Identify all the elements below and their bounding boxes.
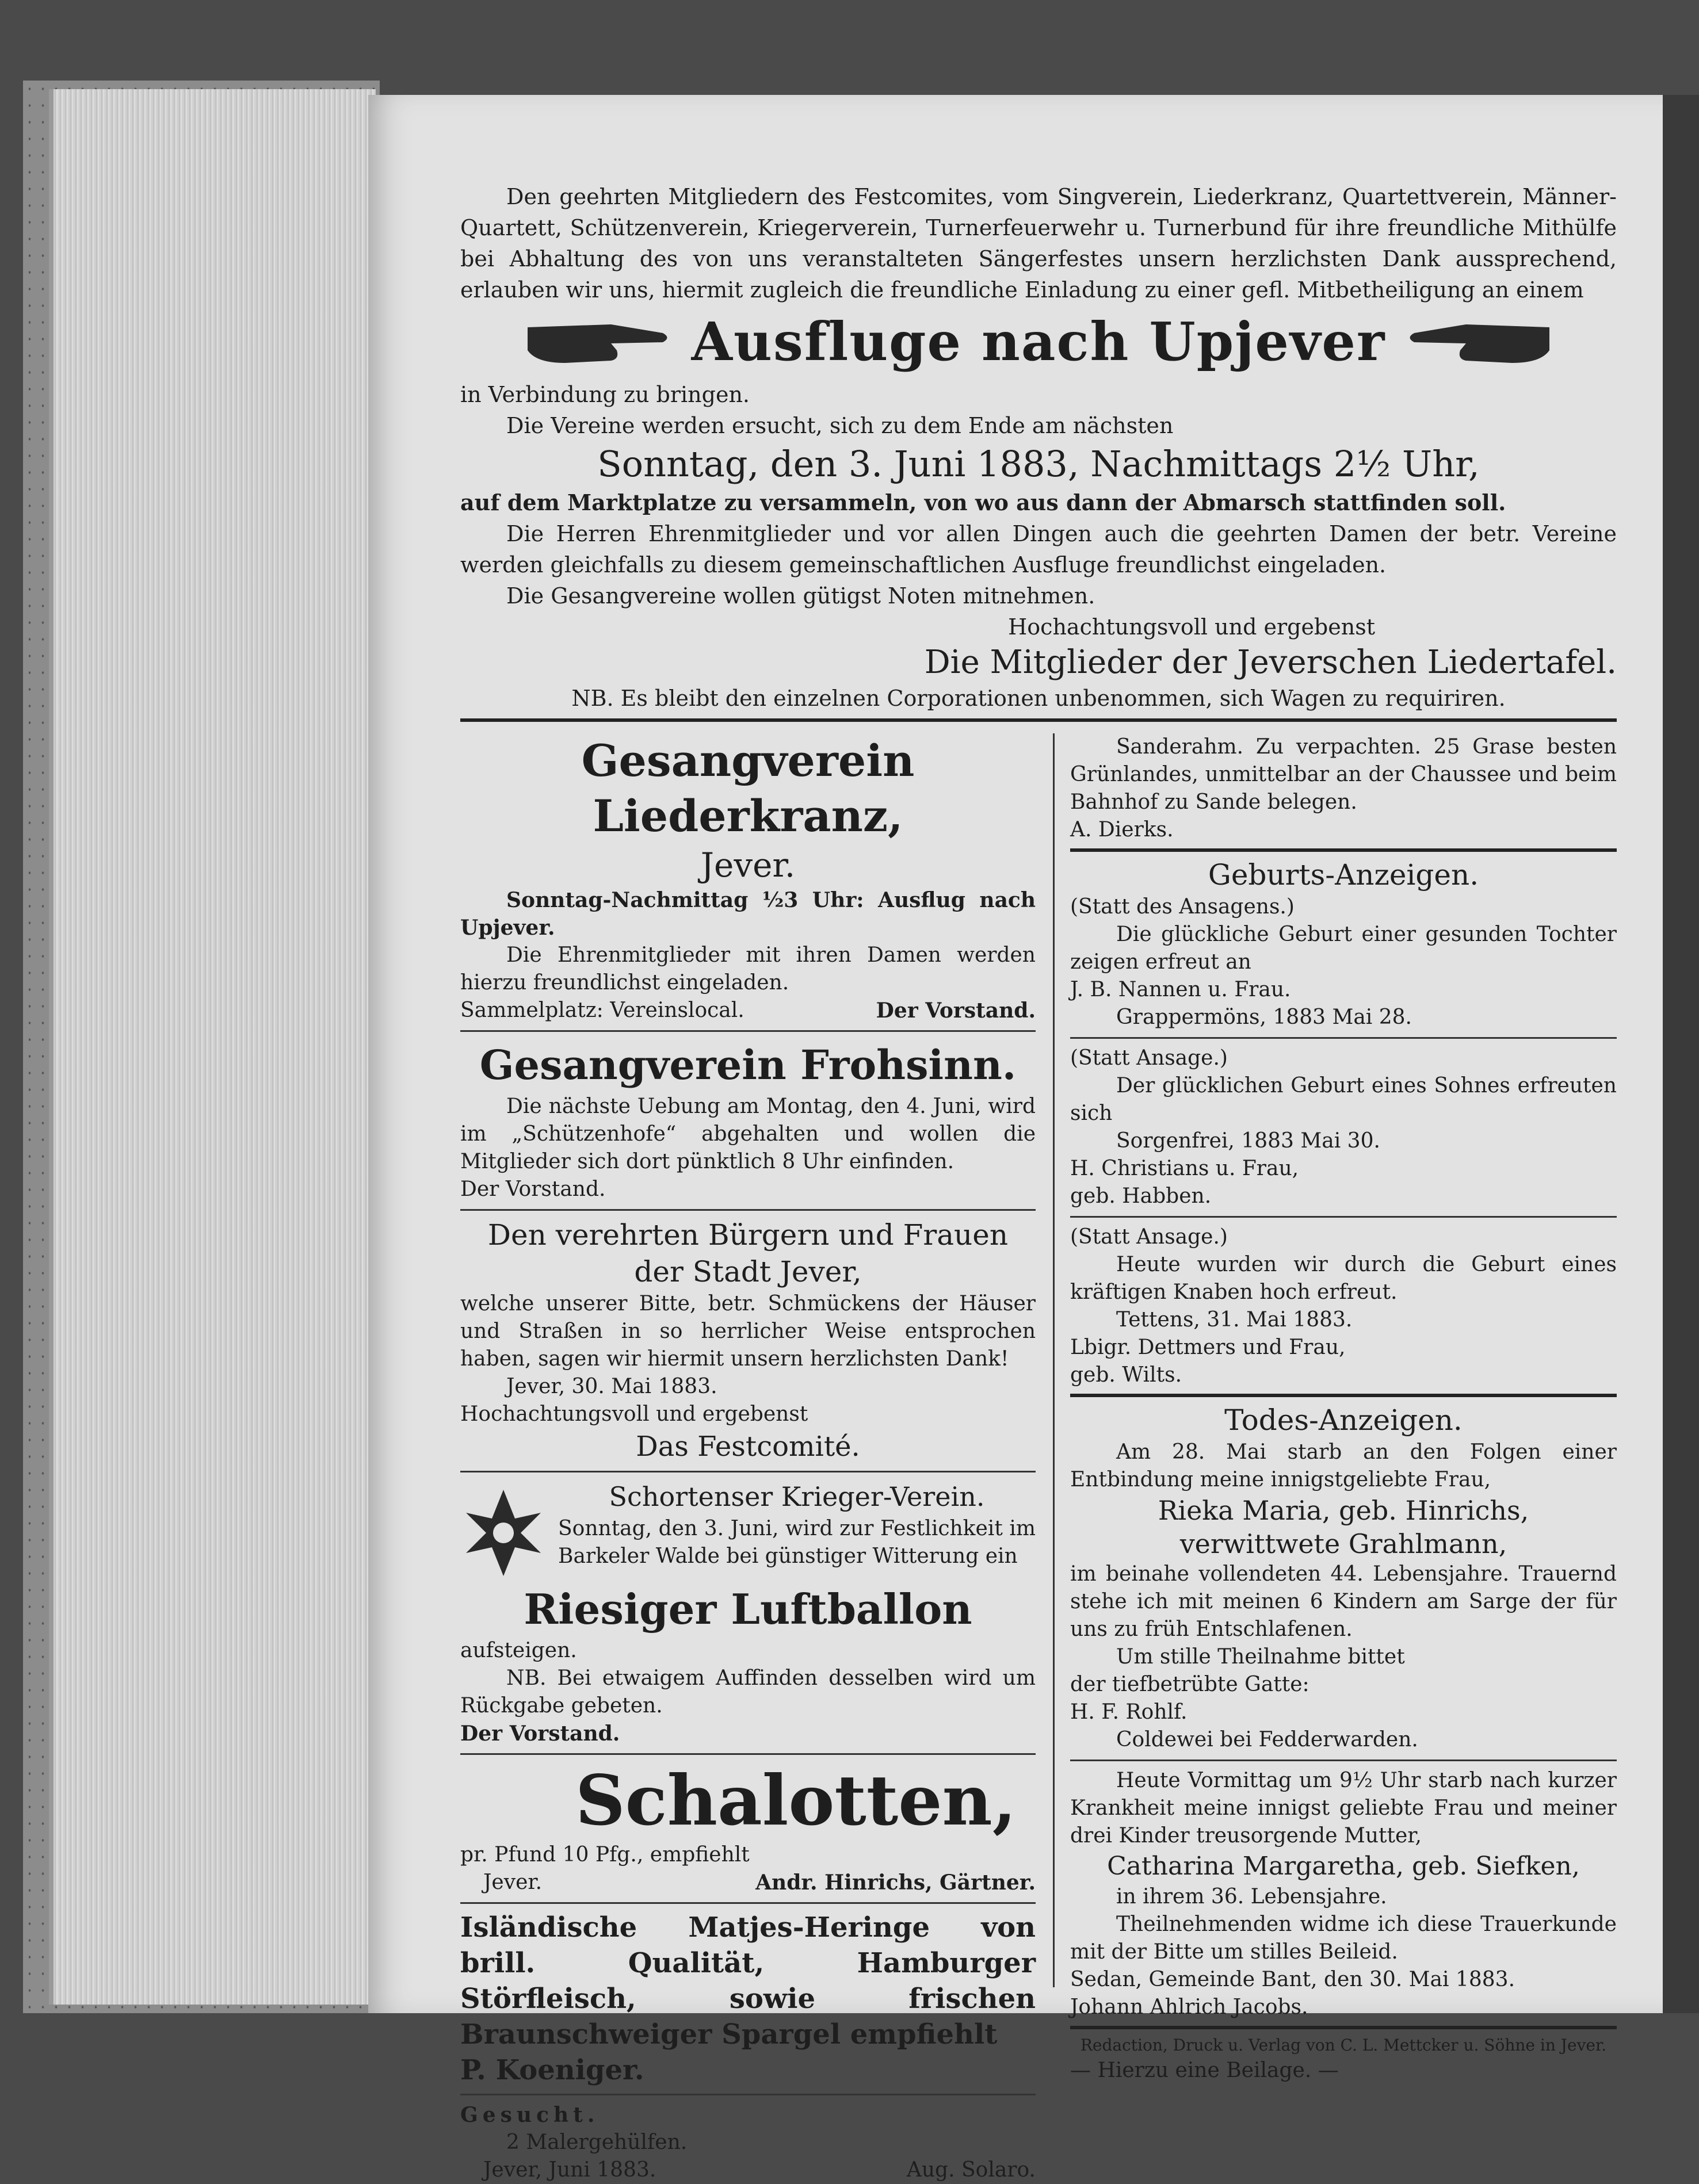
tod-name3: Catharina Margaretha, geb. Siefken, (1107, 1852, 1580, 1881)
pointing-hand-left-icon (1403, 310, 1552, 373)
geburt-sub2: (Statt Ansage.) (1070, 1046, 1228, 1070)
liederkranz-text2: Die Ehrenmitglieder mit ihren Damen werden hierzu freundlichst eingeladen. (460, 943, 1036, 995)
intro-line2: in Verbindung zu bringen. (460, 382, 750, 407)
geburt-date3: Tettens, 31. Mai 1883. (1116, 1308, 1353, 1332)
intro-line6: Die Gesangvereine wollen gütigst Noten mitnehmen. (506, 583, 1095, 609)
tod-text5: Heute Vormittag um 9½ Uhr starb nach kurzer Krankheit meine innigst geliebte Frau und meiner drei Kinder treusorgende Mutter, (1070, 1769, 1617, 1848)
title-row (460, 310, 1617, 373)
divider (1070, 1394, 1617, 1397)
divider (1070, 1216, 1617, 1218)
column-divider (1053, 733, 1055, 1987)
intro-signature: Die Mitglieder der Jeverschen Liedertafel. (924, 644, 1617, 681)
divider (460, 2094, 1036, 2095)
geburt-title: Geburts-Anzeigen. (1208, 858, 1479, 892)
columns (460, 733, 1617, 2182)
date-line: Sonntag, den 3. Juni 1883, Nachmittags 2½ Uhr, (597, 443, 1480, 485)
divider (460, 1209, 1036, 1211)
liederkranz-board: Der Vorstand. (876, 999, 1036, 1023)
krieger-text: Sonntag, den 3. Juni, wird zur Festlichkeit im Barkeler Walde bei günstiger Witterung ein (558, 1517, 1036, 1568)
krieger-signature: Der Vorstand. (460, 1722, 620, 1746)
tod-title: Todes-Anzeigen. (1224, 1403, 1463, 1437)
divider (460, 1753, 1036, 1755)
frohsinn-signature: Der Vorstand. (460, 1177, 606, 1201)
tod-date: Sedan, Gemeinde Bant, den 30. Mai 1883. (1070, 1968, 1515, 1991)
publisher-line: Redaction, Druck u. Verlag von C. L. Mettcker u. Söhne in Jever. (1080, 2036, 1607, 2055)
buerger-date: Jever, 30. Mai 1883. (506, 1375, 717, 1398)
iron-cross-icon (460, 1484, 547, 1582)
geburt-sig3a: Lbigr. Dettmers und Frau, (1070, 1336, 1346, 1359)
right-column (1070, 733, 1617, 2084)
liederkranz-place: Jever. (700, 846, 796, 885)
geburt-text3: Heute wurden wir durch die Geburt eines kräftigen Knaben hoch erfreut. (1070, 1253, 1617, 1304)
schalotten-title: Schalotten, (575, 1760, 1017, 1841)
newspaper-page (368, 95, 1663, 2182)
left-column (460, 733, 1036, 2184)
tod-text7: Theilnehmenden widme ich diese Trauerkunde mit der Bitte um stilles Beileid. (1070, 1913, 1617, 1964)
divider (460, 718, 1617, 722)
divider (460, 1471, 1036, 1472)
tod-text1: Am 28. Mai starb an den Folgen einer Entbindung meine innigstgeliebte Frau, (1070, 1440, 1617, 1491)
matjes-signature: P. Koeniger. (460, 2054, 644, 2086)
tod-name1: Rieka Maria, geb. Hinrichs, (1158, 1495, 1529, 1526)
sanderahm-text: Sanderahm. Zu verpachten. 25 Grase besten Grünlandes, unmittelbar an der Chaussee und beim Bahnhof zu Sande belegen. (1070, 735, 1617, 814)
frohsinn-text: Die nächste Uebung am Montag, den 4. Juni, wird im „Schützenhofe“ abgehalten und wollen die Mitglieder sich dort pünktlich 8 Uhr einfinden. (460, 1095, 1036, 1173)
divider (460, 1902, 1036, 1904)
frohsinn-title: Gesangverein Frohsinn. (479, 1041, 1017, 1089)
schalotten-place: Jever. (483, 1871, 543, 1894)
schalotten-signature (460, 1869, 1036, 1896)
excursion-title: Ausfluge nach Upjever (691, 311, 1386, 373)
tod-sig2: Johann Ahlrich Jacobs. (1070, 1995, 1308, 2019)
pointing-hand-right-icon (525, 310, 674, 373)
krieger-advert (460, 1478, 1036, 1747)
geburt-text1: Die glückliche Geburt einer gesunden Tochter zeigen erfreut an (1070, 923, 1617, 974)
intro-nb: NB. Es bleibt den einzelnen Corporationen unbenommen, sich Wagen zu requiriren. (571, 686, 1506, 711)
tod-text3: Um stille Theilnahme bittet (1116, 1645, 1405, 1669)
supplement-note: — Hierzu eine Beilage. — (1070, 2059, 1339, 2082)
krieger-after: aufsteigen. (460, 1639, 577, 1662)
geburt-sig1: J. B. Nannen u. Frau. (1070, 978, 1291, 1001)
divider (1070, 848, 1617, 852)
intro-text: Den geehrten Mitgliedern des Festcomites, vom Singverein, Liederkranz, Quartettverein, Männer-Quartett, Schützenverein, Kriegerverein, Turnerfeuerwehr u. Turnerbund für ihre freundliche Mithülfe bei Abhaltung des von uns veranstalteten Sängerfestes unsern herzlichsten Dank aussprechend, erlauben wir uns, hiermit zugleich die freundliche Einladung zu einer gefl. Mitbetheiligung an einem (460, 184, 1617, 303)
krieger-title: Schortenser Krieger-Verein. (609, 1481, 985, 1512)
buerger-signature: Das Festcomité. (636, 1430, 860, 1463)
intro-line4: auf dem Marktplatze zu versammeln, von wo aus dann der Abmarsch stattfinden soll. (460, 489, 1506, 515)
luftballon-title: Riesiger Luftballon (524, 1585, 972, 1634)
buerger-title1: Den verehrten Bürgern und Frauen (487, 1218, 1009, 1252)
geburt-date1: Grappermöns, 1883 Mai 28. (1116, 1005, 1412, 1029)
geburt-sig3b: geb. Wilts. (1070, 1363, 1182, 1387)
sanderahm-signature: A. Dierks. (1070, 818, 1174, 842)
gesucht-date: Jever, Juni 1883. (483, 2158, 656, 2182)
divider (460, 1030, 1036, 1032)
geburt-sig2a: H. Christians u. Frau, (1070, 1157, 1299, 1180)
divider (1070, 1037, 1617, 1039)
intro-greeting: Hochachtungsvoll und ergebenst (1008, 614, 1375, 640)
geburt-text2: Der glücklichen Geburt eines Sohnes erfreuten sich (1070, 1074, 1617, 1125)
divider (1070, 1760, 1617, 1761)
gesucht-title: Gesucht. (460, 2103, 600, 2127)
gesucht-name: Aug. Solaro. (906, 2158, 1036, 2182)
tod-sig1: H. F. Rohlf. (1070, 1700, 1188, 1724)
matjes-text: Isländische Matjes-Heringe von brill. Qualität, Hamburger Störfleisch, sowie frischen Braunschweiger Spargel empfiehlt (460, 1911, 1036, 2051)
page-edges (49, 89, 376, 2005)
gesucht-signature (460, 2156, 1036, 2184)
divider (1070, 2026, 1617, 2029)
schalotten-text: pr. Pfund 10 Pfg., empfiehlt (460, 1843, 750, 1866)
schalotten-seller: Andr. Hinrichs, Gärtner. (755, 1871, 1036, 1895)
buerger-text: welche unserer Bitte, betr. Schmückens der Häuser und Straßen in so herrlicher Weise entsprochen haben, sagen wir hiermit unsern herzlichsten Dank! (460, 1292, 1036, 1371)
krieger-nb: NB. Bei etwaigem Auffinden desselben wird um Rückgabe gebeten. (460, 1666, 1036, 1718)
tod-text4: der tiefbetrübte Gatte: (1070, 1673, 1309, 1696)
intro-line5: Die Herren Ehrenmitglieder und vor allen Dingen auch die geehrten Damen der betr. Vereine werden gleichfalls zu diesem gemeinschaftlichen Ausfluge freundlichst eingeladen. (460, 521, 1617, 577)
liederkranz-meeting: Sammelplatz: Vereinslocal. (460, 999, 744, 1022)
tod-place1: Coldewei bei Fedderwarden. (1116, 1728, 1418, 1751)
liederkranz-title: Gesangverein Liederkranz, (581, 735, 915, 842)
tod-text6: in ihrem 36. Lebensjahre. (1116, 1885, 1387, 1908)
geburt-sig2b: geb. Habben. (1070, 1184, 1212, 1208)
liederkranz-text1: Sonntag-Nachmittag ½3 Uhr: Ausflug nach Upjever. (460, 888, 1036, 940)
geburt-sub3: (Statt Ansage.) (1070, 1225, 1228, 1249)
header-advert (460, 181, 1617, 726)
intro-line3: Die Vereine werden ersucht, sich zu dem Ende am nächsten (506, 413, 1174, 438)
tod-text2: im beinahe vollendeten 44. Lebensjahre. Trauernd stehe ich mit meinen 6 Kindern am Sarge der für uns zu früh Entschlafenen. (1070, 1562, 1617, 1641)
buerger-greeting: Hochachtungsvoll und ergebenst (460, 1402, 808, 1426)
liederkranz-signature (460, 997, 1036, 1024)
tod-name2: verwittwete Grahlmann, (1179, 1528, 1507, 1559)
gesucht-text: 2 Malergehülfen. (506, 2131, 688, 2154)
book-spine (1663, 95, 1699, 2013)
geburt-sub1: (Statt des Ansagens.) (1070, 895, 1295, 919)
geburt-date2: Sorgenfrei, 1883 Mai 30. (1116, 1129, 1380, 1153)
buerger-title2: der Stadt Jever, (634, 1255, 862, 1288)
